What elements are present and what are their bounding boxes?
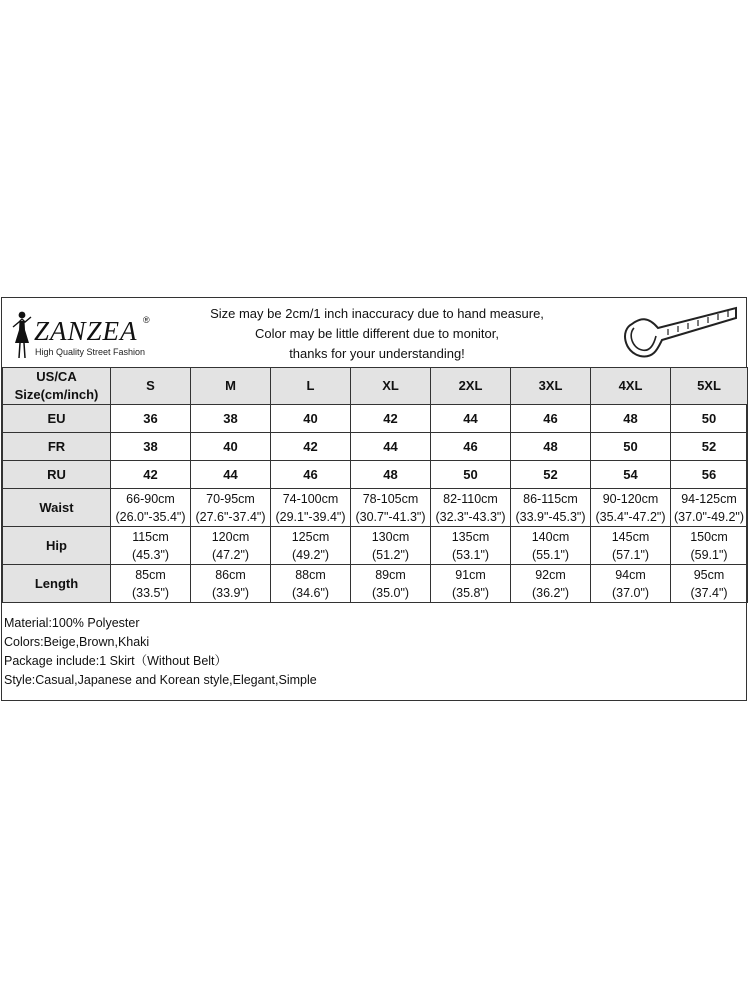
- table-cell: 38: [191, 405, 271, 433]
- waist-row: [3, 489, 748, 527]
- table-cell: 42: [111, 461, 191, 489]
- measurement-notes: [182, 304, 572, 364]
- table-cell: 48: [511, 433, 591, 461]
- row-label: Waist: [3, 489, 111, 527]
- info-material: Material:100% Polyester: [4, 616, 140, 630]
- table-cell: 70-95cm (27.6"-37.4"): [191, 489, 271, 527]
- chart-header: [2, 298, 746, 368]
- row-label: Hip: [3, 527, 111, 565]
- table-cell: 74-100cm (29.1"-39.4"): [271, 489, 351, 527]
- table-cell: 44: [351, 433, 431, 461]
- table-cell: 44: [431, 405, 511, 433]
- table-cell: 44: [191, 461, 271, 489]
- table-cell: 88cm (34.6"): [271, 565, 351, 603]
- table-cell: 46: [511, 405, 591, 433]
- table-cell: 42: [271, 433, 351, 461]
- measuring-tape-icon: [618, 302, 740, 364]
- table-cell: 48: [591, 405, 671, 433]
- table-cell: 145cm (57.1"): [591, 527, 671, 565]
- table-cell: 46: [431, 433, 511, 461]
- table-cell: 94-125cm (37.0"-49.2"): [671, 489, 748, 527]
- table-cell: 78-105cm (30.7"-41.3"): [351, 489, 431, 527]
- table-cell: 120cm (47.2"): [191, 527, 271, 565]
- length-row: [3, 565, 748, 603]
- table-cell: 48: [351, 461, 431, 489]
- size-label: 5XL: [671, 368, 748, 405]
- table-cell: 150cm (59.1"): [671, 527, 748, 565]
- row-label: EU: [3, 405, 111, 433]
- brand-logo: [6, 306, 156, 358]
- size-label: 3XL: [511, 368, 591, 405]
- table-cell: 50: [671, 405, 748, 433]
- hip-row: [3, 527, 748, 565]
- table-cell: 140cm (55.1"): [511, 527, 591, 565]
- size-label: L: [271, 368, 351, 405]
- table-cell: 135cm (53.1"): [431, 527, 511, 565]
- row-label: Length: [3, 565, 111, 603]
- row-label: RU: [3, 461, 111, 489]
- table-cell: 52: [671, 433, 748, 461]
- table-cell: 40: [271, 405, 351, 433]
- table-cell: 36: [111, 405, 191, 433]
- size-label: 2XL: [431, 368, 511, 405]
- info-package: Package include:1 Skirt（Without Belt）: [4, 654, 228, 668]
- fr-row: [3, 433, 748, 461]
- table-cell: 91cm (35.8"): [431, 565, 511, 603]
- size-header-row: [3, 368, 748, 405]
- size-label: S: [111, 368, 191, 405]
- table-cell: 86cm (33.9"): [191, 565, 271, 603]
- table-cell: 52: [511, 461, 591, 489]
- size-label: XL: [351, 368, 431, 405]
- woman-silhouette-icon: [10, 310, 34, 362]
- size-chart: [1, 297, 747, 701]
- table-cell: 82-110cm (32.3"-43.3"): [431, 489, 511, 527]
- note-line: Color may be little different due to monitor,: [255, 326, 499, 341]
- corner-cell: US/CA Size(cm/inch): [3, 368, 111, 405]
- note-line: thanks for your understanding!: [289, 346, 465, 361]
- table-cell: 85cm (33.5"): [111, 565, 191, 603]
- table-cell: 90-120cm (35.4"-47.2"): [591, 489, 671, 527]
- table-cell: 50: [591, 433, 671, 461]
- table-cell: 56: [671, 461, 748, 489]
- table-cell: 38: [111, 433, 191, 461]
- table-cell: 40: [191, 433, 271, 461]
- ru-row: [3, 461, 748, 489]
- table-cell: 94cm (37.0"): [591, 565, 671, 603]
- eu-row: [3, 405, 748, 433]
- table-cell: 66-90cm (26.0"-35.4"): [111, 489, 191, 527]
- brand-tagline: High Quality Street Fashion: [35, 347, 146, 357]
- table-cell: 46: [271, 461, 351, 489]
- table-cell: 86-115cm (33.9"-45.3"): [511, 489, 591, 527]
- row-label: FR: [3, 433, 111, 461]
- brand-name: ZANZEA: [34, 316, 138, 346]
- note-line: Size may be 2cm/1 inch inaccuracy due to hand measure,: [210, 306, 544, 321]
- info-style: Style:Casual,Japanese and Korean style,Elegant,Simple: [4, 673, 317, 687]
- size-table: [2, 367, 748, 603]
- table-cell: 50: [431, 461, 511, 489]
- info-colors: Colors:Beige,Brown,Khaki: [4, 635, 150, 649]
- table-cell: 125cm (49.2"): [271, 527, 351, 565]
- registered-mark: ®: [143, 315, 150, 325]
- table-cell: 42: [351, 405, 431, 433]
- table-cell: 95cm (37.4"): [671, 565, 748, 603]
- size-label: M: [191, 368, 271, 405]
- size-label: 4XL: [591, 368, 671, 405]
- table-cell: 130cm (51.2"): [351, 527, 431, 565]
- table-cell: 54: [591, 461, 671, 489]
- table-cell: 115cm (45.3"): [111, 527, 191, 565]
- product-info: [4, 614, 317, 690]
- table-cell: 92cm (36.2"): [511, 565, 591, 603]
- table-cell: 89cm (35.0"): [351, 565, 431, 603]
